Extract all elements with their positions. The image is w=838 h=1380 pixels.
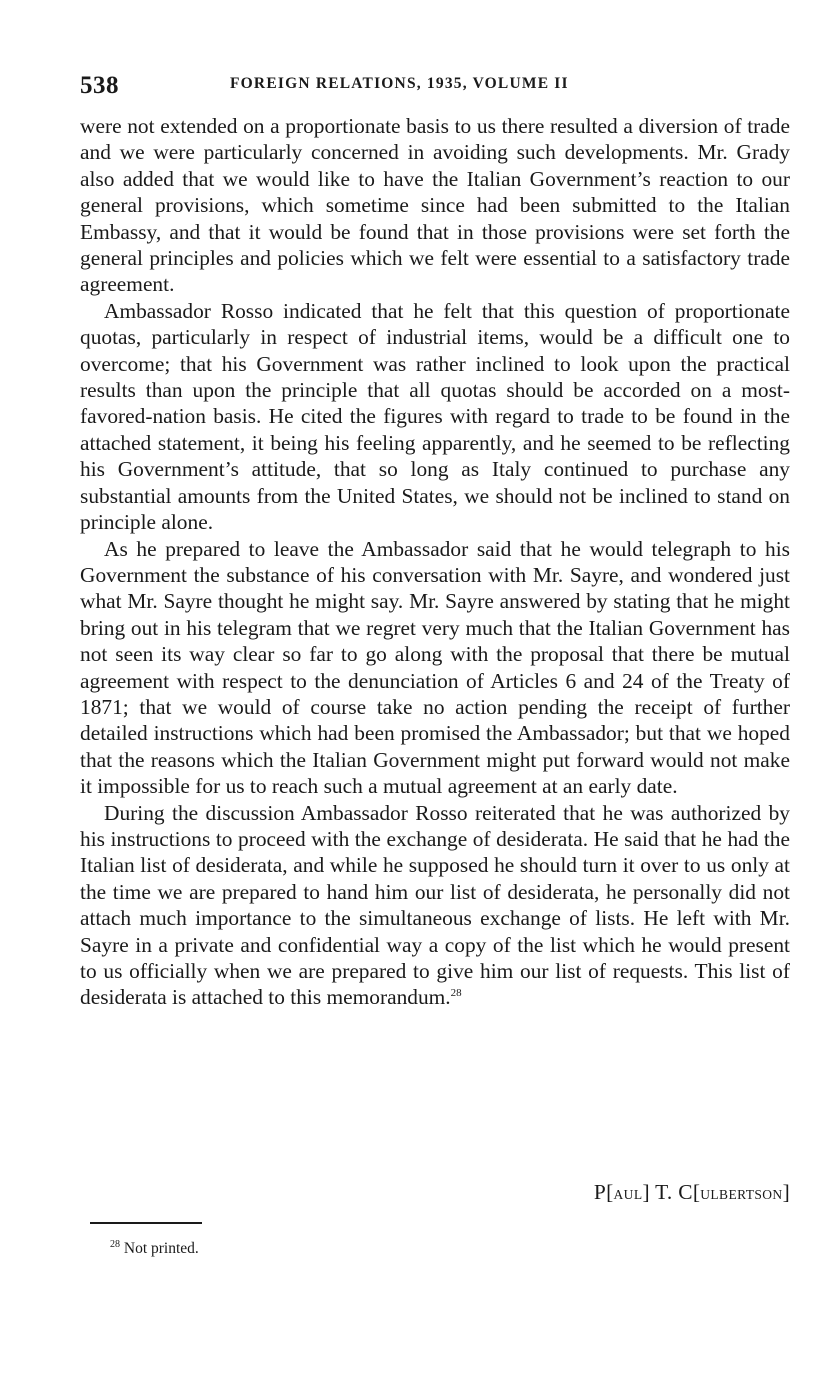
signature-last-initial: C: [678, 1180, 693, 1204]
signature-middle: T.: [655, 1180, 673, 1204]
signature-first-initial: P: [593, 1180, 607, 1204]
running-head: [80, 72, 790, 102]
paragraph-rosso-quotas: Ambassador Rosso indicated that he felt that this question of proportionate quotas, particularly in respect of industrial items, would be a difficult one to overcome; that his Government was rather inclined to look upon the practical results than upon the principle that all quotas should be accorded on a most-favored-nation basis. He cited the figures with regard to trade to be found in the attached statement, it being his feeling apparently, and he seemed to be reflecting his Government’s attitude, that so long as Italy continued to purchase any substantial amounts from the United States, we should not be inclined to stand on principle alone.: [80, 298, 790, 535]
signature-last-rest: ULBERTSON: [700, 1187, 783, 1202]
paragraph-sayre-telegram: As he prepared to leave the Ambassador said that he would telegraph to his Government the substance of his conversation with Mr. Sayre, and wondered just what Mr. Sayre thought he might say. Mr. Sayre answered by stating that he might bring out in his telegram that we regret very much that the Italian Government has not seen its way clear so far to go along with the proposal that there be mutual agreement with respect to the denunciation of Articles 6 and 24 of the Treaty of 1871; that we would of course take no action pending the receipt of further detailed instructions which had been promised the Ambassador; but that we hoped that the reasons which the Italian Government might put forward would not make it impossible for us to reach such a mutual agreement at an early date.: [80, 536, 790, 799]
body-text: [80, 113, 790, 1011]
footnote-text: Not printed.: [123, 1240, 199, 1257]
footnote-mark: 28: [110, 1238, 120, 1250]
footnote: [110, 1240, 199, 1258]
paragraph-continued: were not extended on a proportionate basis to us there resulted a diversion of trade and we were particularly concerned in avoiding such developments. Mr. Grady also added that we would like to have the Italian Government’s reaction to our general provisions, which sometime since had been submitted to the Italian Embassy, and that it would be found that in those provisions were set forth the general principles and policies which we felt were essential to a satisfactory trade agreement.: [80, 114, 790, 297]
footnote-divider: [90, 1222, 202, 1224]
signature-first-rest: AUL: [613, 1187, 643, 1202]
paragraph-desiderata: [80, 800, 790, 1011]
running-title: FOREIGN RELATIONS, 1935, VOLUME II: [230, 75, 569, 92]
signature: P[AUL] T. C[ULBERTSON]: [593, 1180, 790, 1204]
footnote-reference: 28: [450, 987, 462, 1000]
page-number: 538: [80, 72, 119, 99]
paragraph-desiderata-text: During the discussion Ambassador Rosso reiterated that he was authorized by his instructions to proceed with the exchange of desiderata. He said that he had the Italian list of desiderata, and while he supposed he should turn it over to us only at the time we are prepared to hand him our list of desiderata, he personally did not attach much importance to the simultaneous exchange of lists. He left with Mr. Sayre in a private and confidential way a copy of the list which he would present to us officially when we are prepared to give him our list of requests. This list of desiderata is attached to this memorandum.: [80, 800, 790, 1010]
